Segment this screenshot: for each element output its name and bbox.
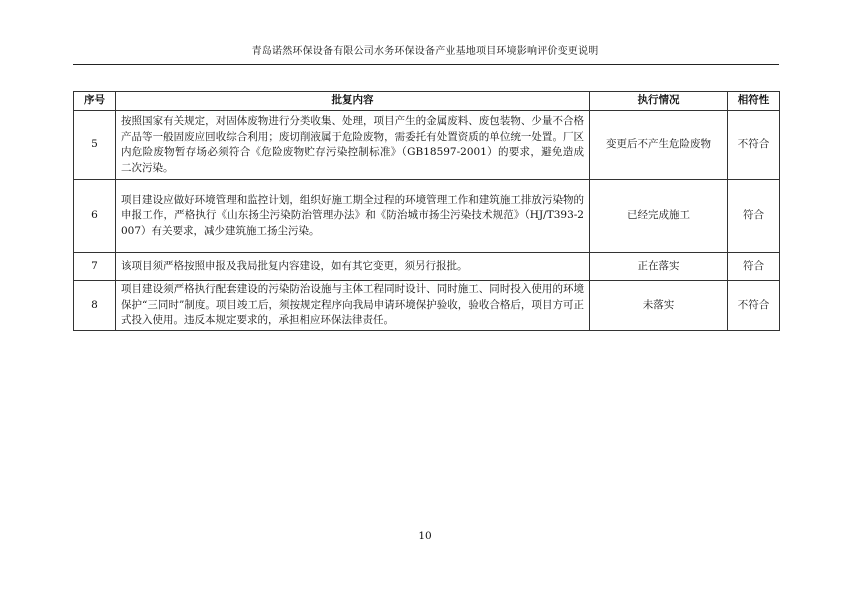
row-number: 6: [74, 180, 116, 253]
row-status: 正在落实: [590, 253, 728, 281]
table-row: [74, 281, 780, 331]
column-header-content: 批复内容: [116, 92, 590, 111]
row-content: 按照国家有关规定，对固体废物进行分类收集、处理，项目产生的金属废料、废包装物、少量不合格产品等一般固废应回收综合利用；废切削液属于危险废物，需委托有处置资质的单位统一处置。厂区内危险废物暂存场必须符合《危险废物贮存污染控制标准》（GB18597-2001）的要求，避免造成二次污染。: [116, 111, 590, 180]
page-number: 10: [418, 530, 432, 542]
row-number: 5: [74, 111, 116, 180]
table-row: [74, 111, 780, 180]
row-status: 未落实: [590, 281, 728, 331]
row-content: 项目建设须严格执行配套建设的污染防治设施与主体工程同时设计、同时施工、同时投入使用的环境保护“三同时”制度。项目竣工后，须按规定程序向我局申请环境保护验收，验收合格后，项目方可正式投入使用。违反本规定要求的，承担相应环保法律责任。: [116, 281, 590, 331]
row-number: 8: [74, 281, 116, 331]
row-conformity: 不符合: [728, 281, 780, 331]
row-status: 已经完成施工: [590, 180, 728, 253]
table-row: [74, 253, 780, 281]
row-number: 7: [74, 253, 116, 281]
row-content: 该项目须严格按照申报及我局批复内容建设，如有其它变更，须另行报批。: [116, 253, 590, 281]
column-header-status: 执行情况: [590, 92, 728, 111]
page-header-title: 青岛诺然环保设备有限公司水务环保设备产业基地项目环境影响评价变更说明: [251, 46, 599, 57]
column-header-number: 序号: [74, 92, 116, 111]
table-header-row: [74, 92, 780, 111]
header-divider: [73, 64, 779, 65]
row-conformity: 符合: [728, 253, 780, 281]
row-status: 变更后不产生危险废物: [590, 111, 728, 180]
table-row: [74, 180, 780, 253]
row-content: 项目建设应做好环境管理和监控计划，组织好施工期全过程的环境管理工作和建筑施工排放污染物的申报工作，严格执行《山东扬尘污染防治管理办法》和《防治城市扬尘污染技术规范》（HJ/T393-2007）有关要求，减少建筑施工扬尘污染。: [116, 180, 590, 253]
approval-compliance-table: [73, 91, 780, 331]
row-conformity: 符合: [728, 180, 780, 253]
column-header-conformity: 相符性: [728, 92, 780, 111]
row-conformity: 不符合: [728, 111, 780, 180]
